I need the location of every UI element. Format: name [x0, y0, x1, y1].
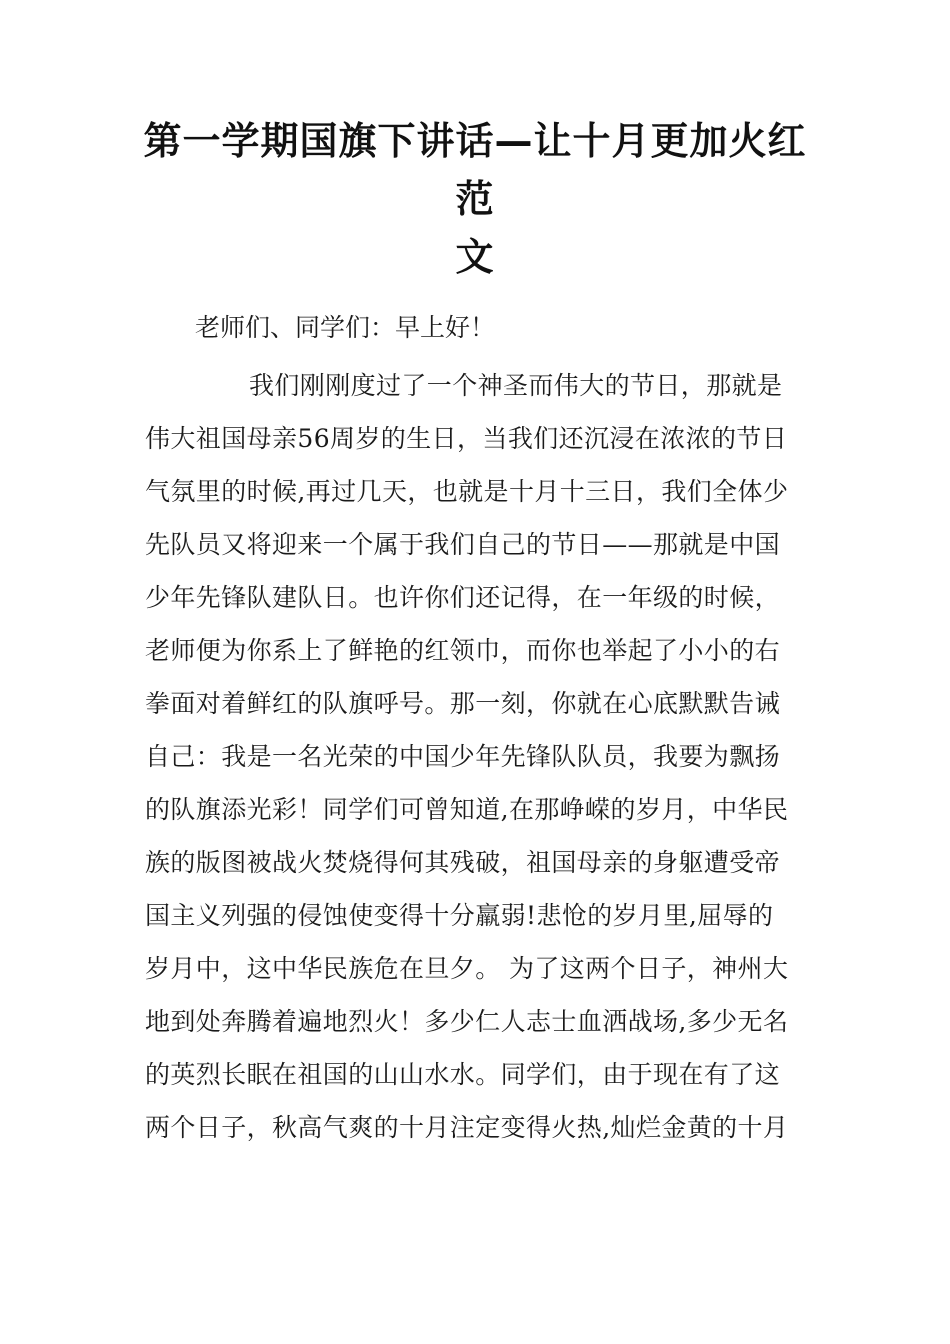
body-line: 的队旗添光彩！同学们可曾知道,在那峥嵘的岁月，中华民 [145, 795, 789, 824]
body-line: 地到处奔腾着遍地烈火！多少仁人志士血洒战场,多少无名 [145, 1007, 789, 1036]
body-line: 两个日子，秋高气爽的十月注定变得火热,灿烂金黄的十月 [145, 1113, 789, 1142]
body-line: 岁月中，这中华民族危在旦夕。 为了这两个日子，神州大 [145, 954, 789, 983]
body-line: 族的版图被战火焚烧得何其残破，祖国母亲的身躯遭受帝 [145, 848, 781, 877]
body-line: 的英烈长眠在祖国的山山水水。同学们，由于现在有了这 [145, 1060, 781, 1089]
body-line: 少年先锋队建队日。也许你们还记得，在一年级的时候， [145, 583, 781, 612]
body-line: 自己：我是一名光荣的中国少年先锋队队员，我要为飘扬 [145, 742, 781, 771]
greeting-line: 老师们、同学们：早上好！ [195, 313, 496, 342]
body-line: 气氛里的时候,再过几天，也就是十月十三日，我们全体少 [145, 477, 789, 506]
body-text [145, 364, 810, 1159]
body-line: 国主义列强的侵蚀使变得十分羸弱!悲怆的岁月里,屈辱的 [145, 901, 774, 930]
body-line: 伟大祖国母亲56周岁的生日，当我们还沉浸在浓浓的节日 [145, 424, 788, 453]
body-line: 老师便为你系上了鲜艳的红领巾，而你也举起了小小的右 [145, 636, 781, 665]
body-line: 我们刚刚度过了一个神圣而伟大的节日，那就是 [249, 371, 783, 400]
title-line: 文 [455, 235, 495, 279]
body-line: 拳面对着鲜红的队旗呼号。那一刻，你就在心底默默告诫 [145, 689, 781, 718]
title-line: 第一学期国旗下讲话—让十月更加火红范 [143, 119, 807, 221]
document-title [140, 112, 810, 286]
body-line: 先队员又将迎来一个属于我们自己的节日——那就是中国 [145, 530, 781, 559]
